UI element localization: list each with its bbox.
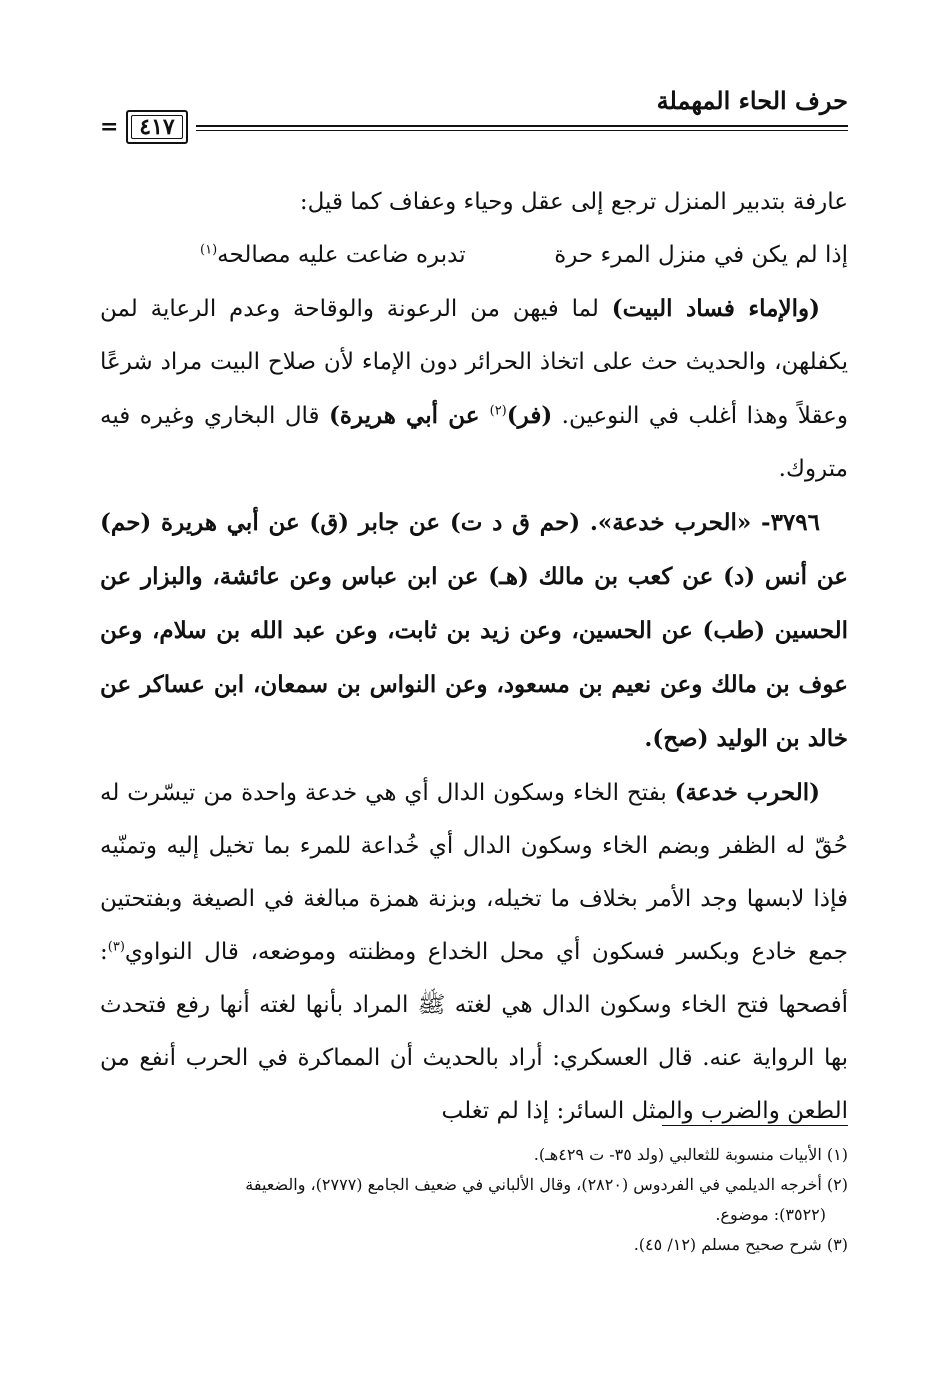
poetry-verse bbox=[100, 229, 848, 282]
footnote-separator bbox=[662, 1125, 848, 1126]
footnote-ref-3: (٣) bbox=[107, 939, 125, 955]
running-title: حرف الحاء المهملة bbox=[656, 86, 848, 115]
rule-line-thick bbox=[196, 125, 848, 127]
source-code: (فر) bbox=[506, 402, 553, 429]
footnotes bbox=[100, 1140, 848, 1260]
header-rule bbox=[100, 108, 848, 148]
narrator: عن أبي هريرة) bbox=[329, 402, 490, 429]
footnote-2: (٢) أخرجه الديلمي في الفردوس (٢٨٢٠)، وقال الألباني في ضعيف الجامع (٢٧٧٧)، والضعيفة bbox=[245, 1175, 848, 1194]
ornament-mark: = bbox=[100, 114, 119, 140]
footnote-3: (٣) شرح صحيح مسلم (١٢/ ٤٥). bbox=[633, 1235, 848, 1254]
verse-second-hemistich: تدبره ضاعت عليه مصالحه$^{(١)}$ bbox=[200, 242, 466, 268]
footnote-ref-2: (٢) bbox=[489, 403, 507, 419]
footnote-1: (١) الأبيات منسوبة للثعالبي (ولد ٣٥- ت ٤٢٩هـ). bbox=[533, 1145, 848, 1164]
footnote-2-continued: (٣٥٢٢): موضوع. bbox=[715, 1205, 826, 1224]
bold-lemma-2: (الحرب خدعة) bbox=[674, 779, 820, 806]
page-number: ٤١٧ bbox=[139, 114, 175, 140]
verse-first-hemistich: إذا لم يكن في منزل المرء حرة bbox=[554, 242, 848, 268]
main-text bbox=[100, 176, 848, 1138]
bold-lemma: (والإماء فساد البيت) bbox=[611, 295, 820, 322]
intro-line: عارفة بتدبير المنزل ترجع إلى عقل وحياء وعفاف كما قيل: bbox=[299, 189, 848, 215]
commentary-paragraph-1: (والإماء فساد البيت) لما فيهن من الرعونة والوقاحة وعدم الرعاية لمن يكفلهن، والحديث حث على اتخاذ الحرائر دون الإماء لأن صلاح البيت مراد شرعًا وعقلاً وهذا أغلب في النوعين. (فر)$^{(٢)}$ عن أبي هريرة) قال البخاري وغيره فيه متروك. bbox=[100, 295, 848, 482]
footnote-ref-1: (١) bbox=[200, 242, 218, 258]
rule-line-thin bbox=[196, 130, 848, 131]
commentary-paragraph-2: (الحرب خدعة) بفتح الخاء وسكون الدال أي هي خدعة واحدة من تيسّرت له حُقّ له الظفر وبضم الخاء وسكون الدال أي خُداعة للمرء بما تخيل إليه وتمنّيه فإذا لابسها وجد الأمر بخلاف ما تخيله، وبزنة همزة مبالغة في الصيغة وبفتحتين جمع خادع وبكسر فسكون أي محل الخداع ومظنته وموضعه، قال النواوي$^{(٣)}$: أفصحها فتح الخاء وسكون الدال هي لغته ﷺ المراد بأنها لغته أنها رفع فتحدث بها الرواية عنه. قال العسكري: أراد بالحديث أن المماكرة في الحرب أنفع من الطعن والضرب والمثل السائر: إذا لم تغلب bbox=[100, 779, 848, 1124]
hadith-entry: ٣٧٩٦- «الحرب خدعة». (حم ق د ت) عن جابر (ق) عن أبي هريرة (حم) عن أنس (د) عن كعب بن مالك (هـ) عن ابن عباس وعن عائشة، والبزار عن الحسين (طب) عن الحسين، وعن زيد بن ثابت، وعن عبد الله بن سلام، وعن عوف بن مالك وعن نعيم بن مسعود، وعن النواس بن سمعان، ابن عساكر عن خالد بن الوليد (صح). bbox=[100, 509, 848, 752]
page-number-box bbox=[126, 110, 188, 144]
